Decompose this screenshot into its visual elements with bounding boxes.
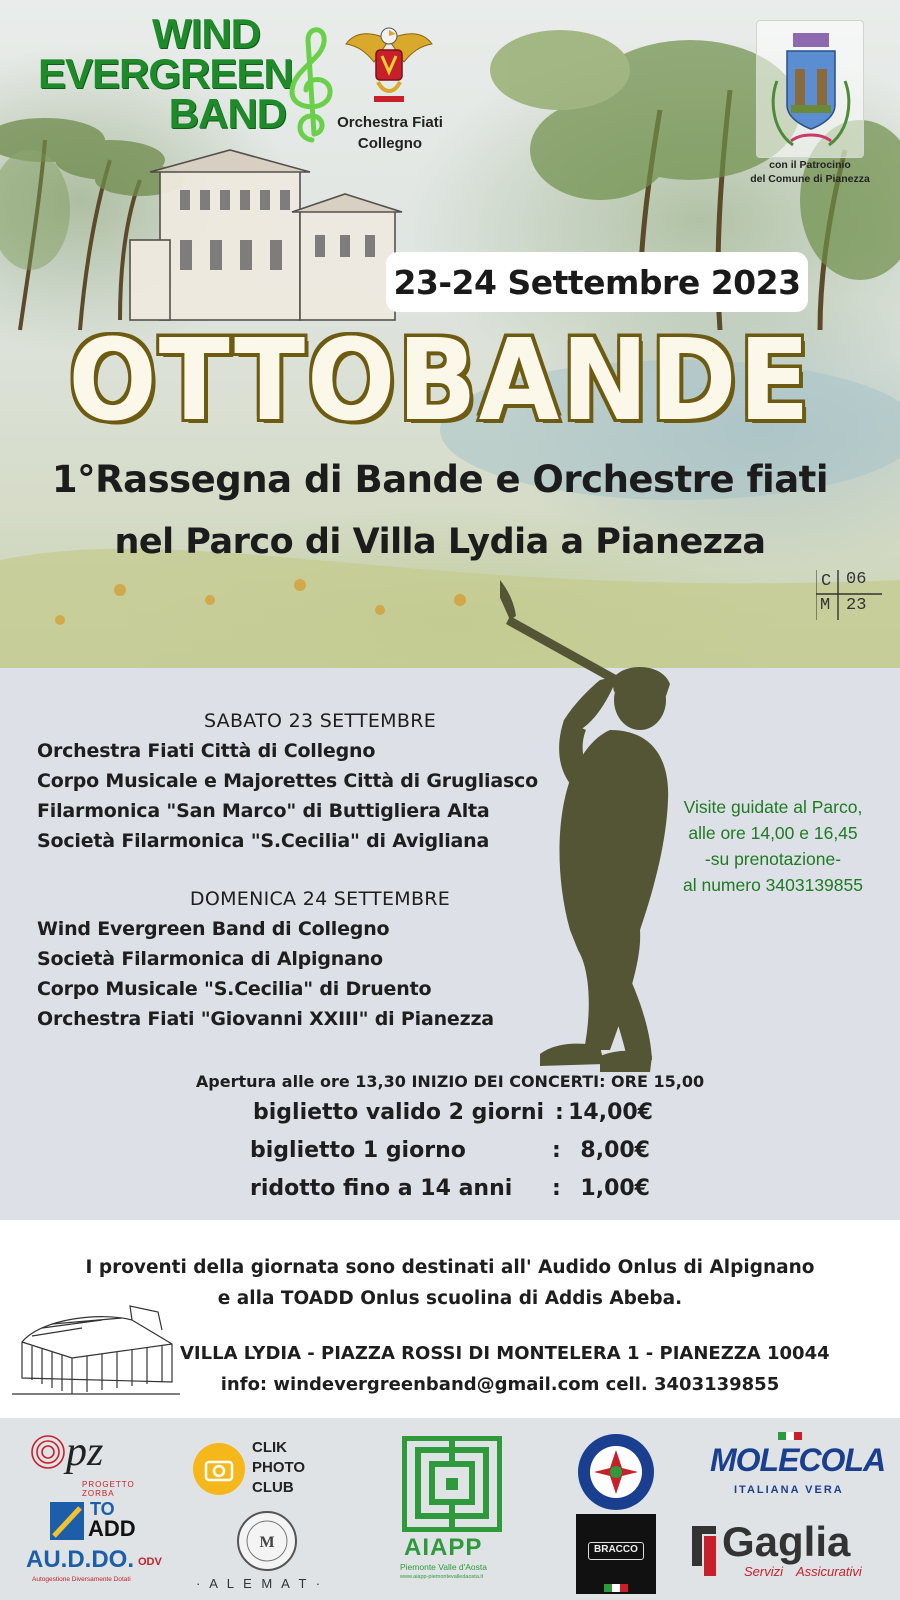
- clik-photo-club-logo: [192, 1438, 322, 1500]
- event-subtitle-line2: nel Parco di Villa Lydia a Pianezza: [114, 522, 766, 562]
- gaglia-mark-icon: [692, 1526, 718, 1576]
- list-item: Corpo Musicale "S.Cecilia" di Druento: [37, 978, 432, 1000]
- poster-header: [0, 0, 900, 668]
- bracco-logo: [576, 1514, 656, 1594]
- list-item: Orchestra Fiati Città di Collegno: [37, 740, 376, 762]
- aiapp-region: Piemonte Valle d'Aosta: [400, 1562, 487, 1572]
- audido-caption: Autogestione Diversamente Dotati: [32, 1576, 131, 1583]
- venue-address: [180, 1338, 830, 1400]
- list-item: Orchestra Fiati "Giovanni XXIII" di Pianezza: [37, 1008, 494, 1030]
- price-separator: :: [552, 1176, 561, 1201]
- list-item: Wind Evergreen Band di Collegno: [37, 918, 390, 940]
- list-item: Filarmonica "San Marco" di Buttigliera Alta: [37, 800, 490, 822]
- logo-line-wind: WIND: [152, 10, 260, 57]
- progetto-zorba-logo: [30, 1429, 160, 1498]
- gaglia-line1: Servizi: [744, 1564, 784, 1579]
- pianezza-crest: [756, 20, 864, 158]
- greenhouse-sketch-icon: [12, 1298, 182, 1398]
- toadd-logo: [50, 1499, 140, 1542]
- sunday-heading: DOMENICA 24 SETTEMBRE: [189, 888, 451, 910]
- toadd-line1: TO: [90, 1499, 115, 1519]
- event-subtitle-line1: 1°Rassegna di Bande e Orchestre fiati: [51, 458, 829, 501]
- toadd-symbol-icon: [50, 1502, 84, 1540]
- gaglia-line2: Assicurativi: [796, 1564, 862, 1579]
- list-item: Società Filarmonica "S.Cecilia" di Avigliana: [37, 830, 490, 852]
- tour-line3: -su prenotazione-: [704, 849, 842, 869]
- aiapp-name: AIAPP: [404, 1534, 483, 1561]
- tour-line2: alle ore 14,00 e 16,45: [688, 823, 858, 843]
- svg-text:M: M: [259, 1534, 275, 1551]
- aiapp-logo: [400, 1436, 502, 1596]
- orchestra-label-line2: Collegno: [357, 135, 423, 152]
- logo-line-band: BAND: [168, 90, 286, 137]
- price-row: [250, 1176, 670, 1214]
- saturday-band-list: [37, 736, 538, 856]
- gaglia-name: Gaglia: [722, 1518, 851, 1565]
- spiral-icon: [30, 1434, 70, 1474]
- molecola-tagline: ITALIANA VERA: [734, 1484, 844, 1496]
- zorba-name: PROGETTO ZORBA: [82, 1480, 135, 1498]
- proceeds-line1: I proventi della giornata sono destinati all' Audido Onlus di Alpignano: [85, 1257, 815, 1278]
- clik-line2: PHOTO: [252, 1459, 306, 1476]
- saturday-heading: SABATO 23 SETTEMBRE: [203, 710, 437, 732]
- address-line: VILLA LYDIA - PIAZZA ROSSI DI MONTELERA 1 - PIANEZZA 10044: [180, 1343, 830, 1364]
- concert-program: [0, 668, 900, 1220]
- alemat-name: · A L E M A T ·: [196, 1576, 324, 1591]
- signature-c: C: [821, 572, 832, 591]
- price-label: biglietto 1 giorno: [250, 1138, 466, 1163]
- molecola-name: MOLECOLA: [710, 1442, 886, 1478]
- opening-hours: Apertura alle ore 13,30 INIZIO DEI CONCERTI: ORE 15,00: [195, 1072, 705, 1091]
- orchestra-label-line1: Orchestra Fiati: [337, 114, 443, 131]
- price-row: [250, 1138, 670, 1176]
- event-info: [0, 1220, 900, 1418]
- contact-line: info: windevergreenband@gmail.com cell. 3403139855: [220, 1374, 780, 1395]
- audido-logo: [26, 1546, 176, 1590]
- tour-line1: Visite guidate al Parco,: [683, 797, 863, 817]
- clik-line1: CLIK: [252, 1439, 287, 1456]
- sponsor-logos: [0, 1418, 900, 1600]
- audido-name: AU.D.DO.: [26, 1546, 134, 1573]
- italian-flag-icon: [778, 1432, 802, 1440]
- molecola-logo: [706, 1432, 886, 1502]
- signature-nn: 23: [846, 596, 867, 615]
- bracco-name: BRACCO: [594, 1544, 638, 1555]
- guided-tour-info: [662, 794, 884, 898]
- italian-flag-icon: [604, 1584, 628, 1592]
- signature-yy: 06: [846, 570, 867, 589]
- patronage-note: [746, 158, 874, 186]
- price-value: 1,00€: [580, 1176, 650, 1201]
- event-date-badge: 23-24 Settembre 2023: [386, 252, 808, 312]
- audido-tag: ODV: [138, 1556, 162, 1568]
- price-value: 8,00€: [580, 1138, 650, 1163]
- signature-m: M: [820, 596, 831, 615]
- alemat-seal-icon: [236, 1510, 298, 1572]
- price-label: biglietto valido 2 giorni: [253, 1100, 545, 1125]
- proceeds-line2: e alla TOADD Onlus scuolina di Addis Abeba.: [217, 1288, 683, 1309]
- list-item: Società Filarmonica di Alpignano: [37, 948, 383, 970]
- eagle-emblem-icon: [344, 22, 434, 110]
- artist-signature: [816, 570, 882, 620]
- tour-phone: al numero 3403139855: [682, 875, 863, 895]
- alemat-logo: [186, 1510, 346, 1594]
- patronage-line2: del Comune di Pianezza: [750, 173, 870, 185]
- price-separator: :: [552, 1138, 561, 1163]
- orchestra-fiati-collegno-label: [320, 112, 460, 154]
- maze-icon: [402, 1436, 502, 1532]
- civil-protection-badge-icon: [576, 1432, 656, 1512]
- price-label: ridotto fino a 14 anni: [250, 1176, 513, 1201]
- price-row: [253, 1100, 673, 1138]
- event-title: OTTOBANDE: [68, 314, 812, 446]
- logo-line-evergreen: EVERGREEN: [38, 50, 293, 97]
- aiapp-url: www.aiapp-piemontevalledaosta.it: [400, 1574, 484, 1580]
- gaglia-logo: [692, 1518, 868, 1586]
- municipal-crest-icon: [757, 21, 865, 159]
- clik-line3: CLUB: [252, 1479, 294, 1496]
- toadd-line2: ADD: [88, 1516, 136, 1541]
- patronage-line1: con il Patrocinio: [769, 159, 851, 171]
- camera-hand-icon: [192, 1442, 246, 1496]
- price-separator: :: [555, 1100, 564, 1125]
- zorba-mark: pz: [66, 1429, 104, 1475]
- price-value: 14,00€: [568, 1100, 653, 1125]
- list-item: Corpo Musicale e Majorettes Città di Grugliasco: [37, 770, 538, 792]
- sunday-band-list: [37, 914, 494, 1034]
